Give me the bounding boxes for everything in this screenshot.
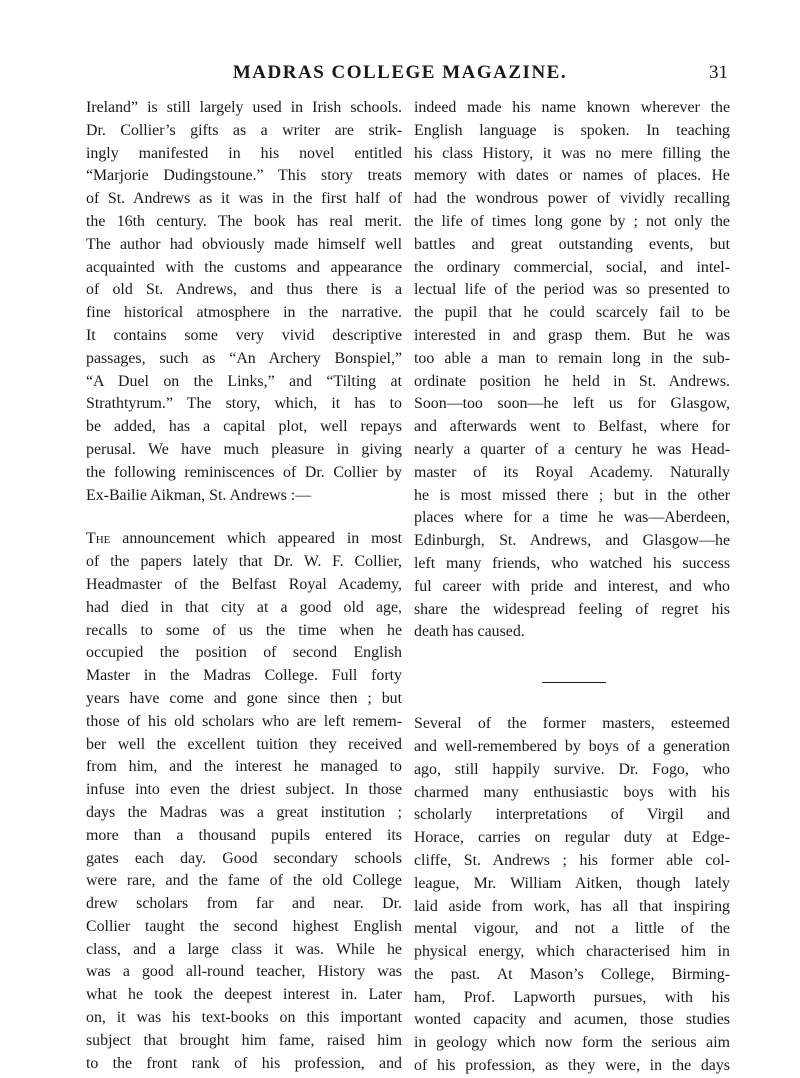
text-line: Strathtyrum.” The story, which, it has to	[86, 395, 402, 413]
text-line: of old St. Andrews, and thus there is a	[86, 281, 402, 299]
text-line: had died in that city at a good old age,	[86, 598, 402, 616]
text-line: master of its Royal Academy. Naturally	[414, 463, 730, 481]
text-line: the 16th century. The book has real merit.	[86, 212, 402, 230]
text-line: share the widespread feeling of regret his	[414, 600, 730, 618]
text-line: class, and a large class it was. While he	[86, 940, 402, 958]
left-column	[86, 97, 402, 1075]
text-line: Dr. Collier’s gifts as a writer are strik-	[86, 121, 402, 139]
paragraph-gap	[86, 507, 402, 528]
text-line: indeed made his name known wherever the	[414, 99, 730, 116]
text-line: Ex-Bailie Aikman, St. Andrews :—	[86, 486, 312, 504]
text-line: memory with dates or names of places. He	[414, 167, 730, 185]
text-line: passages, such as “An Archery Bonspiel,”	[86, 349, 402, 367]
text-line: death has caused.	[414, 623, 525, 641]
text-line: were rare, and the fame of the old College	[86, 872, 402, 890]
text-line: what he took the deepest interest in. Later	[86, 986, 402, 1004]
text-line: league, Mr. William Aitken, though lately	[414, 874, 730, 892]
text-line: scholarly interpretations of Virgil and	[414, 806, 730, 824]
text-line: and well-remembered by boys of a generation	[414, 737, 730, 755]
text-line: Collier taught the second highest English	[86, 917, 402, 935]
text-line: the pupil that he could scarcely fail to be	[414, 304, 730, 322]
text-line: the life of times long gone by ; not only the	[414, 212, 730, 230]
text-line: of St. Andrews as it was in the first half of	[86, 190, 402, 208]
text-line: Headmaster of the Belfast Royal Academy,	[86, 575, 402, 593]
text-line: the ordinary commercial, social, and intel-	[414, 258, 730, 276]
text-line: Horace, carries on regular duty at Edge-	[414, 829, 730, 847]
text-line: ordinate position he held in St. Andrews.	[414, 372, 730, 390]
text-line: on, it was his text-books on this important	[86, 1009, 402, 1027]
text-line: English language is spoken. In teaching	[414, 121, 730, 139]
text-line: charmed many enthusiastic boys with his	[414, 783, 730, 801]
text-line: places where for a time he was—Aberdeen,	[414, 509, 730, 527]
text-line: be added, has a capital plot, well repays	[86, 418, 402, 436]
text-line: and afterwards went to Belfast, where for	[414, 418, 730, 436]
text-line: infuse into even the driest subject. In those	[86, 781, 402, 799]
page-header	[0, 60, 800, 90]
text-line: those of his old scholars who are left remem-	[86, 712, 402, 730]
lead-word: The	[86, 530, 111, 548]
text-line: recalls to some of us the time when he	[86, 621, 402, 639]
text-line: mental vigour, and not a little of the	[414, 920, 730, 938]
text-line: the past. At Mason’s College, Birming-	[414, 965, 730, 983]
text-line	[86, 528, 402, 551]
text-line: acquainted with the customs and appearance	[86, 258, 402, 276]
text-line: ber well the excellent tuition they received	[86, 735, 402, 753]
text-line: had the wondrous power of vividly recalling	[414, 190, 730, 208]
text-line: subject that brought him fame, raised him	[86, 1031, 402, 1049]
text-line: Soon—too soon—he left us for Glasgow,	[414, 395, 730, 413]
text-line: nearly a quarter of a century he was Head-	[414, 440, 730, 458]
paragraph	[86, 528, 402, 1075]
text-line: interested in and grasp them. But he was	[414, 326, 730, 344]
section-gap	[414, 644, 730, 682]
text-line: ingly manifested in his novel entitled	[86, 144, 402, 162]
text-line: of his profession, as they were, in the days	[414, 1057, 730, 1075]
text-line: Ireland” is still largely used in Irish schools.	[86, 99, 402, 116]
text-line: fine historical atmosphere in the narrative.	[86, 304, 402, 322]
text-line: battles and great outstanding events, but	[414, 235, 730, 253]
text-line: more than a thousand pupils entered its	[86, 826, 402, 844]
lead-line-rest: announcement which appeared in most	[110, 530, 402, 548]
text-line: cliffe, St. Andrews ; his former able col-	[414, 851, 730, 869]
text-line: he is most missed there ; but in the other	[414, 486, 730, 504]
text-line: gates each day. Good secondary schools	[86, 849, 402, 867]
text-line: Edinburgh, St. Andrews, and Glasgow—he	[414, 532, 730, 550]
section-gap	[414, 683, 730, 713]
text-line: perusal. We have much pleasure in giving	[86, 440, 402, 458]
text-line: “A Duel on the Links,” and “Tilting at	[86, 372, 402, 390]
paragraph	[86, 97, 402, 507]
text-line: Several of the former masters, esteemed	[414, 715, 730, 733]
paragraph	[414, 713, 730, 1078]
page-number: 31	[709, 62, 728, 83]
text-line: in geology which now form the serious aim	[414, 1034, 730, 1052]
text-line: It contains some very vivid descriptive	[86, 326, 402, 344]
text-line: from him, and the interest he managed to	[86, 758, 402, 776]
text-line: left many friends, who watched his success	[414, 554, 730, 572]
text-line: lectual life of the period was so presented to	[414, 281, 730, 299]
text-line: ham, Prof. Lapworth pursues, with his	[414, 988, 730, 1006]
text-line: wonted capacity and acumen, those studies	[414, 1011, 730, 1029]
text-line: to the front rank of his profession, and	[86, 1054, 402, 1072]
text-line: ago, still happily survive. Dr. Fogo, who	[414, 760, 730, 778]
text-line: the following reminiscences of Dr. Collier by	[86, 463, 402, 481]
text-line: of the papers lately that Dr. W. F. Collier,	[86, 553, 402, 571]
text-line: days the Madras was a great institution ;	[86, 803, 402, 821]
right-column	[414, 97, 730, 1078]
text-line: was a good all-round teacher, History was	[86, 963, 402, 981]
text-line: years have come and gone since then ; but	[86, 689, 402, 707]
text-line: Master in the Madras College. Full forty	[86, 667, 402, 685]
text-line: laid aside from work, has all that inspiring	[414, 897, 730, 915]
paragraph	[414, 97, 730, 644]
text-line: occupied the position of second English	[86, 644, 402, 662]
text-line: too able a man to remain long in the sub-	[414, 349, 730, 367]
text-line: The author had obviously made himself well	[86, 235, 402, 253]
text-line: “Marjorie Dudingstoune.” This story treats	[86, 167, 402, 185]
text-line: ful career with pride and interest, and who	[414, 577, 730, 595]
text-line: his class History, it was no mere filling the	[414, 144, 730, 162]
running-title: MADRAS COLLEGE MAGAZINE.	[232, 62, 568, 83]
text-line: drew scholars from far and near. Dr.	[86, 895, 402, 913]
text-line: physical energy, which characterised him in	[414, 943, 730, 961]
